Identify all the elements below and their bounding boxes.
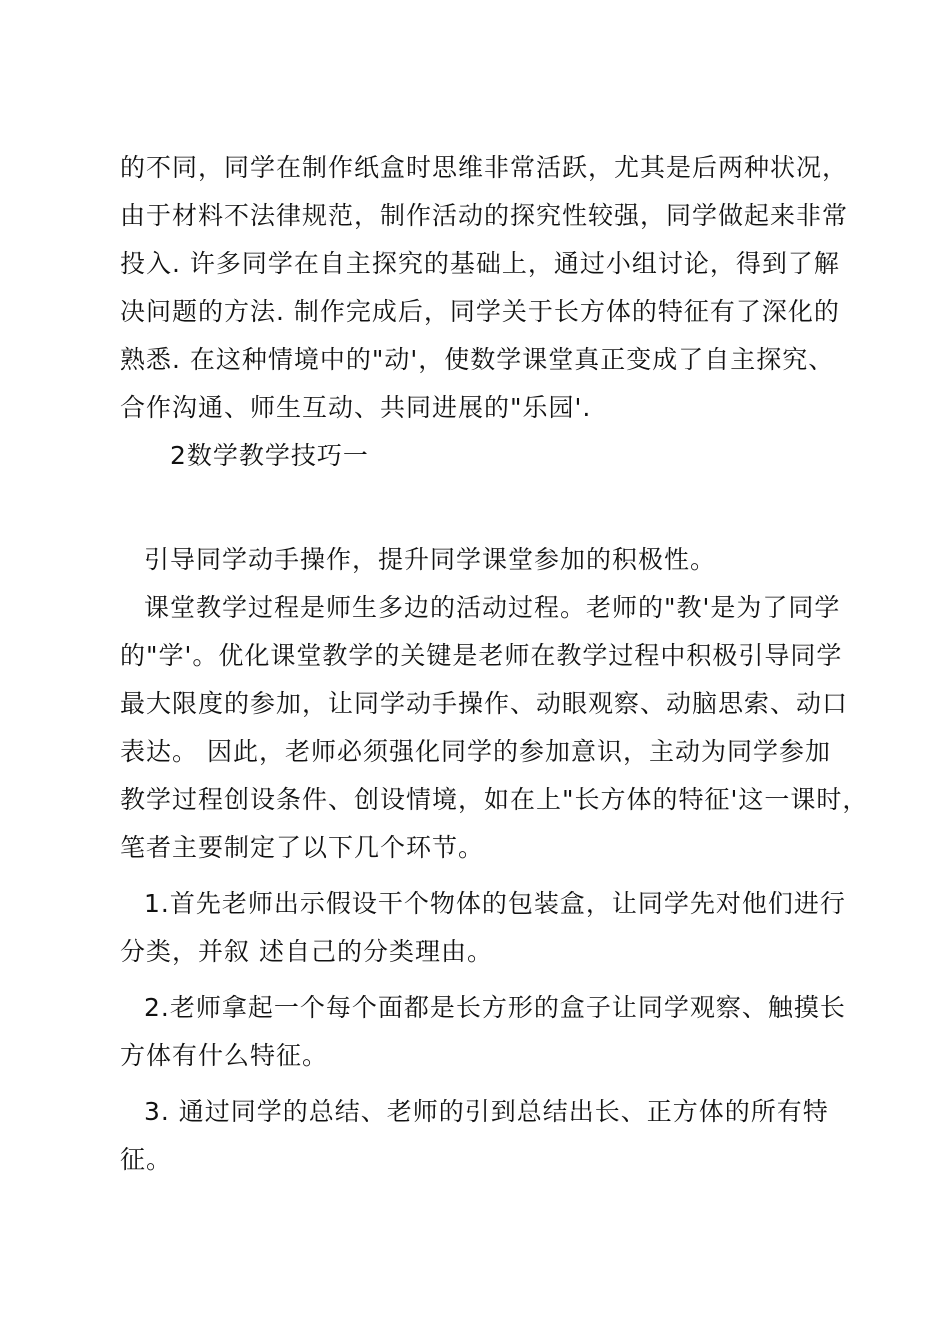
list-item-line: 征。 bbox=[120, 1145, 173, 1174]
paragraph-line: 的"学'。优化课堂教学的关键是老师在教学过程中积极引导同学 bbox=[120, 641, 843, 670]
paragraph-line: 教学过程创设条件、创设情境，如在上"长方体的特征'这一课时， bbox=[120, 785, 869, 814]
section-heading: 2数学教学技巧一 bbox=[170, 441, 369, 470]
paragraph-line: 的不同，同学在制作纸盒时思维非常活跃，尤其是后两种状况， bbox=[120, 153, 849, 182]
paragraph-line: 最大限度的参加，让同学动手操作、动眼观察、动脑思索、动口 bbox=[120, 689, 849, 718]
list-item-line: 方体有什么特征。 bbox=[120, 1041, 329, 1070]
paragraph-line: 笔者主要制定了以下几个环节。 bbox=[120, 833, 485, 862]
list-item-line: 1.首先老师出示假设干个物体的包装盒，让同学先对他们进行 bbox=[144, 889, 846, 918]
paragraph-line: 投入. 许多同学在自主探究的基础上，通过小组讨论，得到了解 bbox=[120, 249, 840, 278]
paragraph-line: 由于材料不法律规范，制作活动的探究性较强，同学做起来非常 bbox=[120, 201, 849, 230]
paragraph-line: 决问题的方法. 制作完成后，同学关于长方体的特征有了深化的 bbox=[120, 297, 840, 326]
list-item-line: 分类，并叙 述自己的分类理由。 bbox=[120, 937, 493, 966]
paragraph-line: 合作沟通、师生互动、共同进展的"乐园'. bbox=[120, 393, 592, 422]
paragraph-line: 表达。 因此，老师必须强化同学的参加意识，主动为同学参加 bbox=[120, 737, 831, 766]
list-item-line: 3. 通过同学的总结、老师的引到总结出长、正方体的所有特 bbox=[144, 1097, 829, 1126]
intro-line: 引导同学动手操作，提升同学课堂参加的积极性。 bbox=[144, 545, 717, 574]
paragraph-line: 熟悉. 在这种情境中的"动'，使数学课堂真正变成了自主探究、 bbox=[120, 345, 835, 374]
list-item-line: 2.老师拿起一个每个面都是长方形的盒子让同学观察、触摸长 bbox=[144, 993, 846, 1022]
paragraph-line: 课堂教学过程是师生多边的活动过程。老师的"教'是为了同学 bbox=[144, 593, 841, 622]
